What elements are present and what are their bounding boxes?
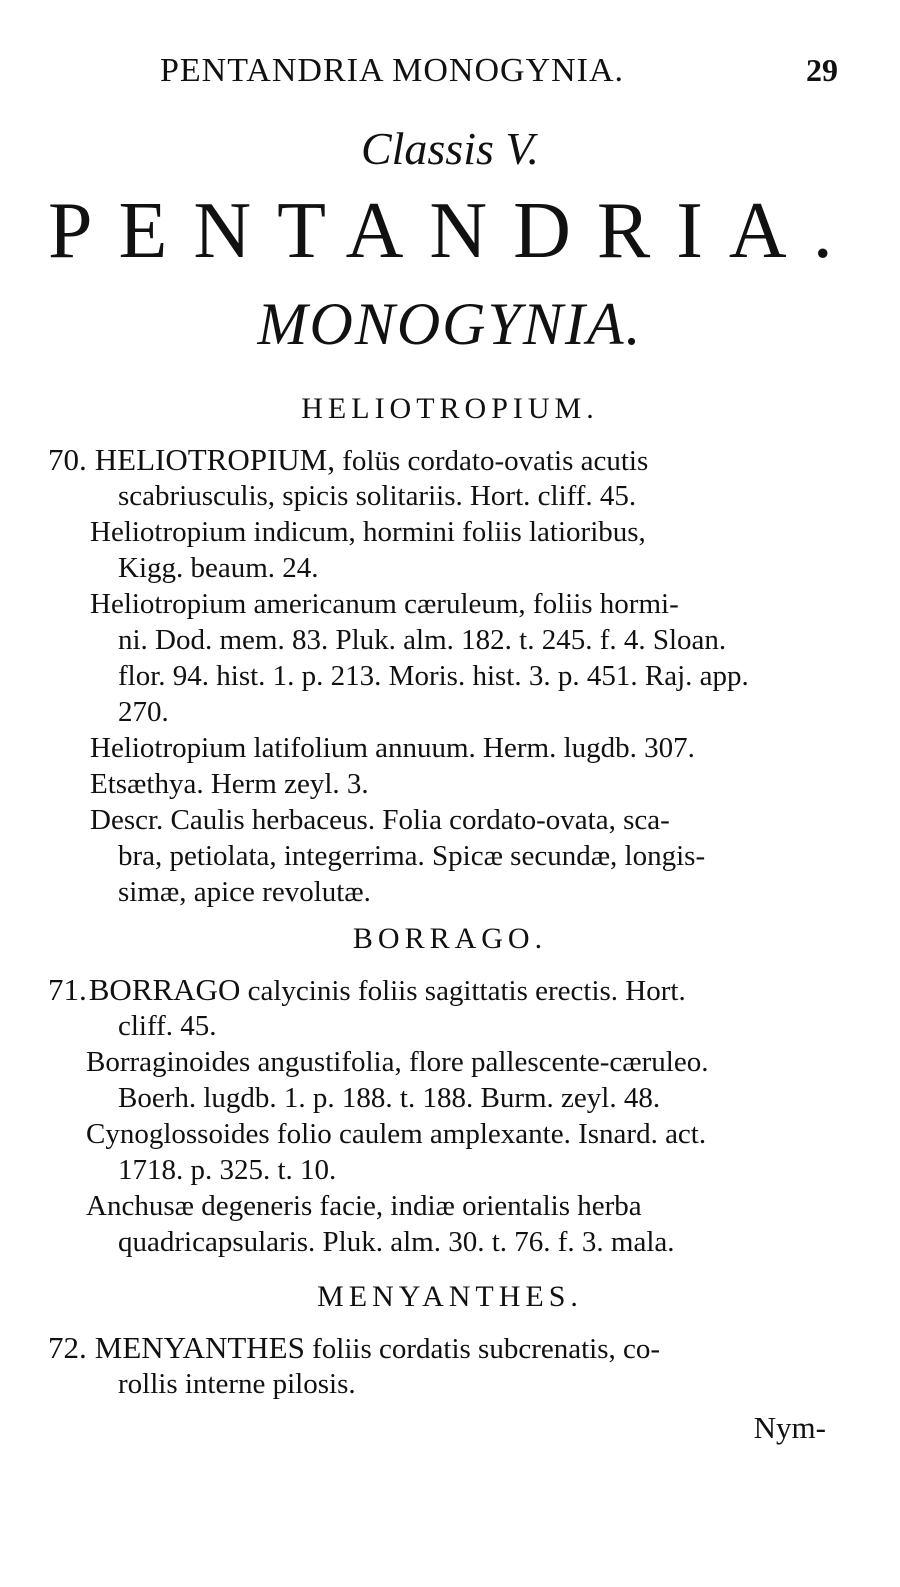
synonym-line: Heliotropium latifolium annuum. Herm. lugdb. 307. (90, 732, 695, 764)
species-name: HELIOTROPIUM, (94, 442, 335, 477)
running-head (160, 52, 840, 96)
text-line: quadricapsularis. Pluk. alm. 30. t. 76. f. 3. mala. (118, 1226, 675, 1258)
description-line: Descr. Caulis herbaceus. Folia cordato-ovata, sca- (90, 804, 670, 836)
text-line: flor. 94. hist. 1. p. 213. Moris. hist. 3. p. 451. Raj. app. (118, 660, 749, 692)
genus-heading-heliotropium: HELIOTROPIUM. (301, 392, 599, 425)
text-line: 270. (118, 696, 169, 728)
synonym-line: Anchusæ degeneris facie, indiæ orientalis herba (86, 1190, 642, 1222)
classis-heading: Classis V. (360, 123, 540, 174)
order-title: MONOGYNIA. (257, 291, 643, 357)
species-number: 71. (48, 972, 87, 1007)
species-entry-72-lead (48, 1330, 660, 1367)
genus-heading-menyanthes: MENYANTHES. (317, 1280, 583, 1313)
text-line: ni. Dod. mem. 83. Pluk. alm. 182. t. 245. f. 4. Sloan. (118, 624, 727, 656)
class-title: PENTANDRIA. (48, 187, 859, 275)
species-entry-70-lead (48, 442, 648, 479)
synonym-line: Cynoglossoides folio caulem amplexante. Isnard. act. (86, 1118, 707, 1150)
diagnosis-text: calycinis foliis sagittatis erectis. Hort. (247, 975, 686, 1007)
synonym-line: Etsæthya. Herm zeyl. 3. (90, 768, 369, 800)
text-line: Kigg. beaum. 24. (118, 552, 319, 584)
page-number: 29 (806, 52, 838, 88)
text-line: bra, petiolata, integerrima. Spicæ secundæ, longis- (118, 840, 706, 872)
text-line: scabriusculis, spicis solitariis. Hort. cliff. 45. (118, 480, 637, 512)
species-number: 70. (48, 442, 87, 477)
synonym-line: Heliotropium americanum cæruleum, foliis hormi- (90, 588, 679, 620)
species-name: BORRAGO (88, 972, 241, 1007)
synonym-line: Borraginoides angustifolia, flore pallescente-cæruleo. (86, 1046, 709, 1078)
text-line: rollis interne pilosis. (118, 1368, 356, 1400)
genus-heading-borrago: BORRAGO. (352, 922, 548, 955)
species-name: MENYANTHES (94, 1330, 305, 1365)
text-line: 1718. p. 325. t. 10. (118, 1154, 337, 1186)
species-entry-71-lead (48, 972, 686, 1009)
running-title: PENTANDRIA MONOGYNIA. (160, 52, 625, 89)
species-number: 72. (48, 1330, 87, 1365)
synonym-line: Heliotropium indicum, hormini foliis latioribus, (90, 516, 646, 548)
text-line: cliff. 45. (118, 1010, 217, 1042)
diagnosis-text: foliis cordatis subcrenatis, co- (312, 1333, 661, 1365)
text-line: Boerh. lugdb. 1. p. 188. t. 188. Burm. zeyl. 48. (118, 1082, 661, 1114)
diagnosis-text: folüs cordato-ovatis acutis (342, 445, 649, 477)
text-line: simæ, apice revolutæ. (118, 876, 371, 908)
catchword: Nym- (753, 1410, 826, 1445)
